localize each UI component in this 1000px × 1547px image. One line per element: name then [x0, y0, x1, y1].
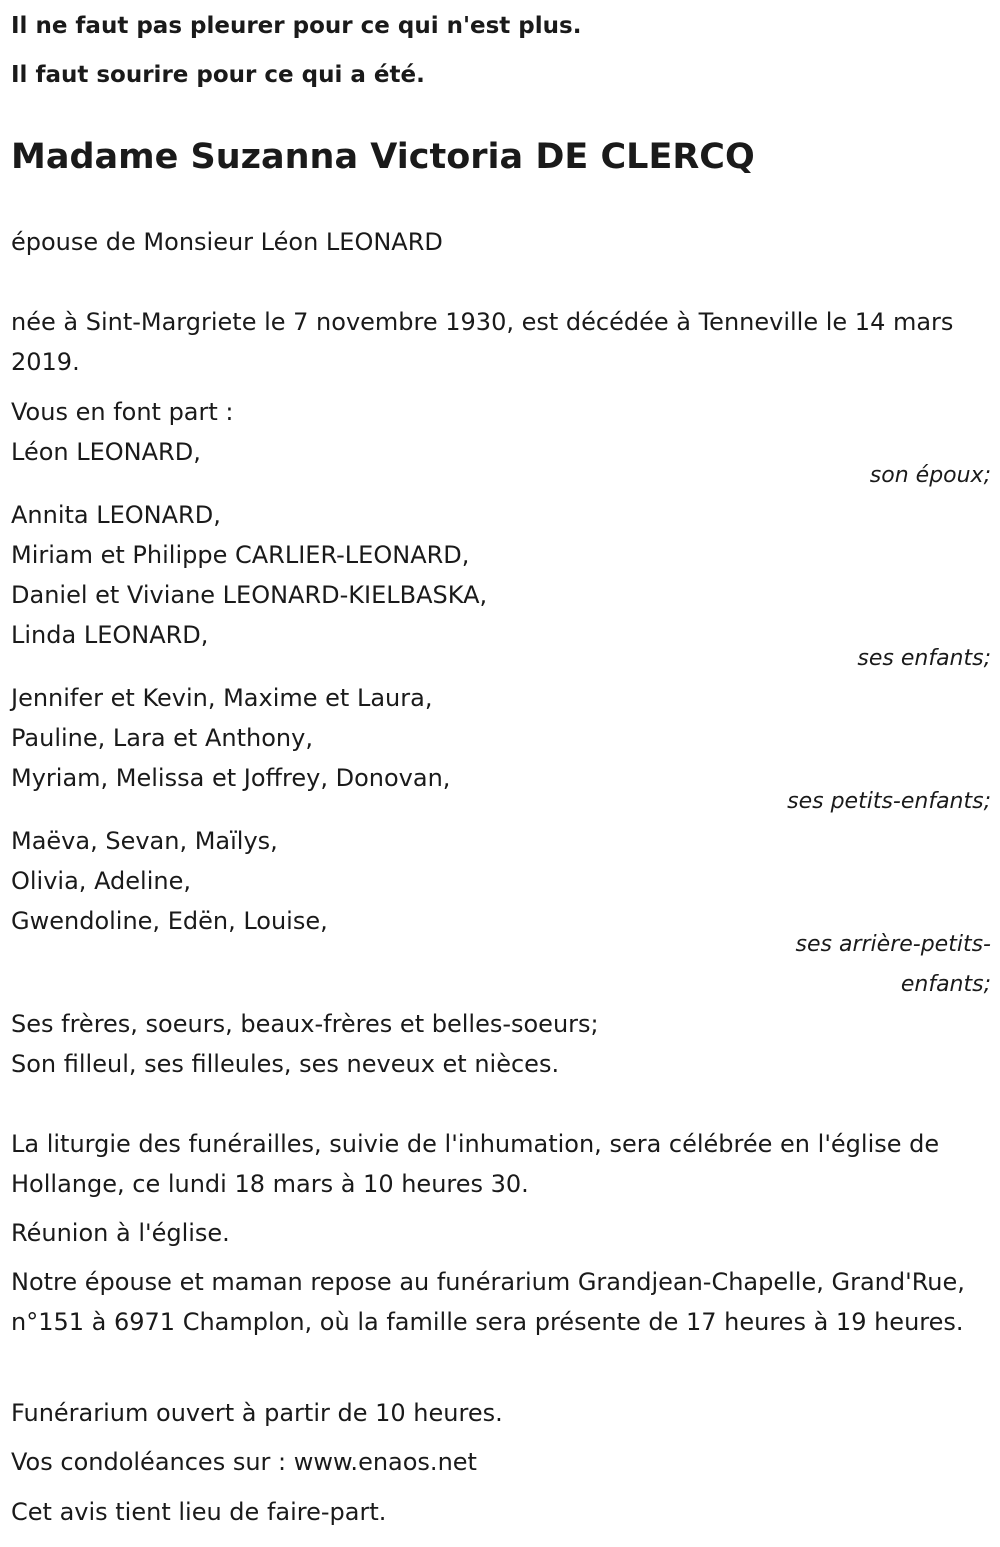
family-member: Jennifer et Kevin, Maxime et Laura, [11, 684, 433, 712]
family-member: Miriam et Philippe CARLIER-LEONARD, [11, 541, 470, 569]
birth-death-line: née à Sint-Margriete le 7 novembre 1930, est décédée à Tenneville le 14 mars 2019. [11, 308, 954, 376]
family-member: Léon LEONARD, [11, 438, 201, 466]
family-member: Maëva, Sevan, Maïlys, [11, 827, 278, 855]
other-relatives: Son filleul, ses filleules, ses neveux et nièces. [11, 1050, 560, 1078]
family-member: Olivia, Adeline, [11, 867, 191, 895]
family-role: ses enfants; [857, 646, 991, 671]
family-member: Myriam, Melissa et Joffrey, Donovan, [11, 764, 451, 792]
funerarium-opening: Funérarium ouvert à partir de 10 heures. [11, 1399, 503, 1427]
family-member: Annita LEONARD, [11, 501, 221, 529]
family-role: ses arrière-petits- [795, 932, 991, 957]
family-role: ses petits-enfants; [787, 789, 991, 814]
announcement-intro: Vous en font part : [11, 398, 234, 426]
condolences-info: Vos condoléances sur : www.enaos.net [11, 1448, 477, 1476]
quote-line-2: Il faut sourire pour ce qui a été. [11, 62, 425, 88]
meeting-info: Réunion à l'église. [11, 1219, 230, 1247]
deceased-name: Madame Suzanna Victoria DE CLERCQ [11, 137, 755, 177]
other-relatives: Ses frères, soeurs, beaux-frères et belles-soeurs; [11, 1010, 599, 1038]
notice-line: Cet avis tient lieu de faire-part. [11, 1498, 387, 1526]
family-member: Pauline, Lara et Anthony, [11, 724, 313, 752]
family-member: Daniel et Viviane LEONARD-KIELBASKA, [11, 581, 488, 609]
family-member: Linda LEONARD, [11, 621, 209, 649]
family-role: enfants; [900, 972, 991, 997]
liturgy-info: La liturgie des funérailles, suivie de l'inhumation, sera célébrée en l'église de Hollange, ce lundi 18 mars à 10 heures 30. [11, 1130, 940, 1198]
quote-line-1: Il ne faut pas pleurer pour ce qui n'est plus. [11, 13, 582, 39]
family-member: Gwendoline, Edën, Louise, [11, 907, 328, 935]
family-role: son époux; [869, 463, 991, 488]
funerarium-info: Notre épouse et maman repose au funérarium Grandjean-Chapelle, Grand'Rue, n°151 à 6971 Champlon, où la famille sera présente de 17 heures à 19 heures. [11, 1268, 965, 1336]
spouse-line: épouse de Monsieur Léon LEONARD [11, 228, 443, 256]
